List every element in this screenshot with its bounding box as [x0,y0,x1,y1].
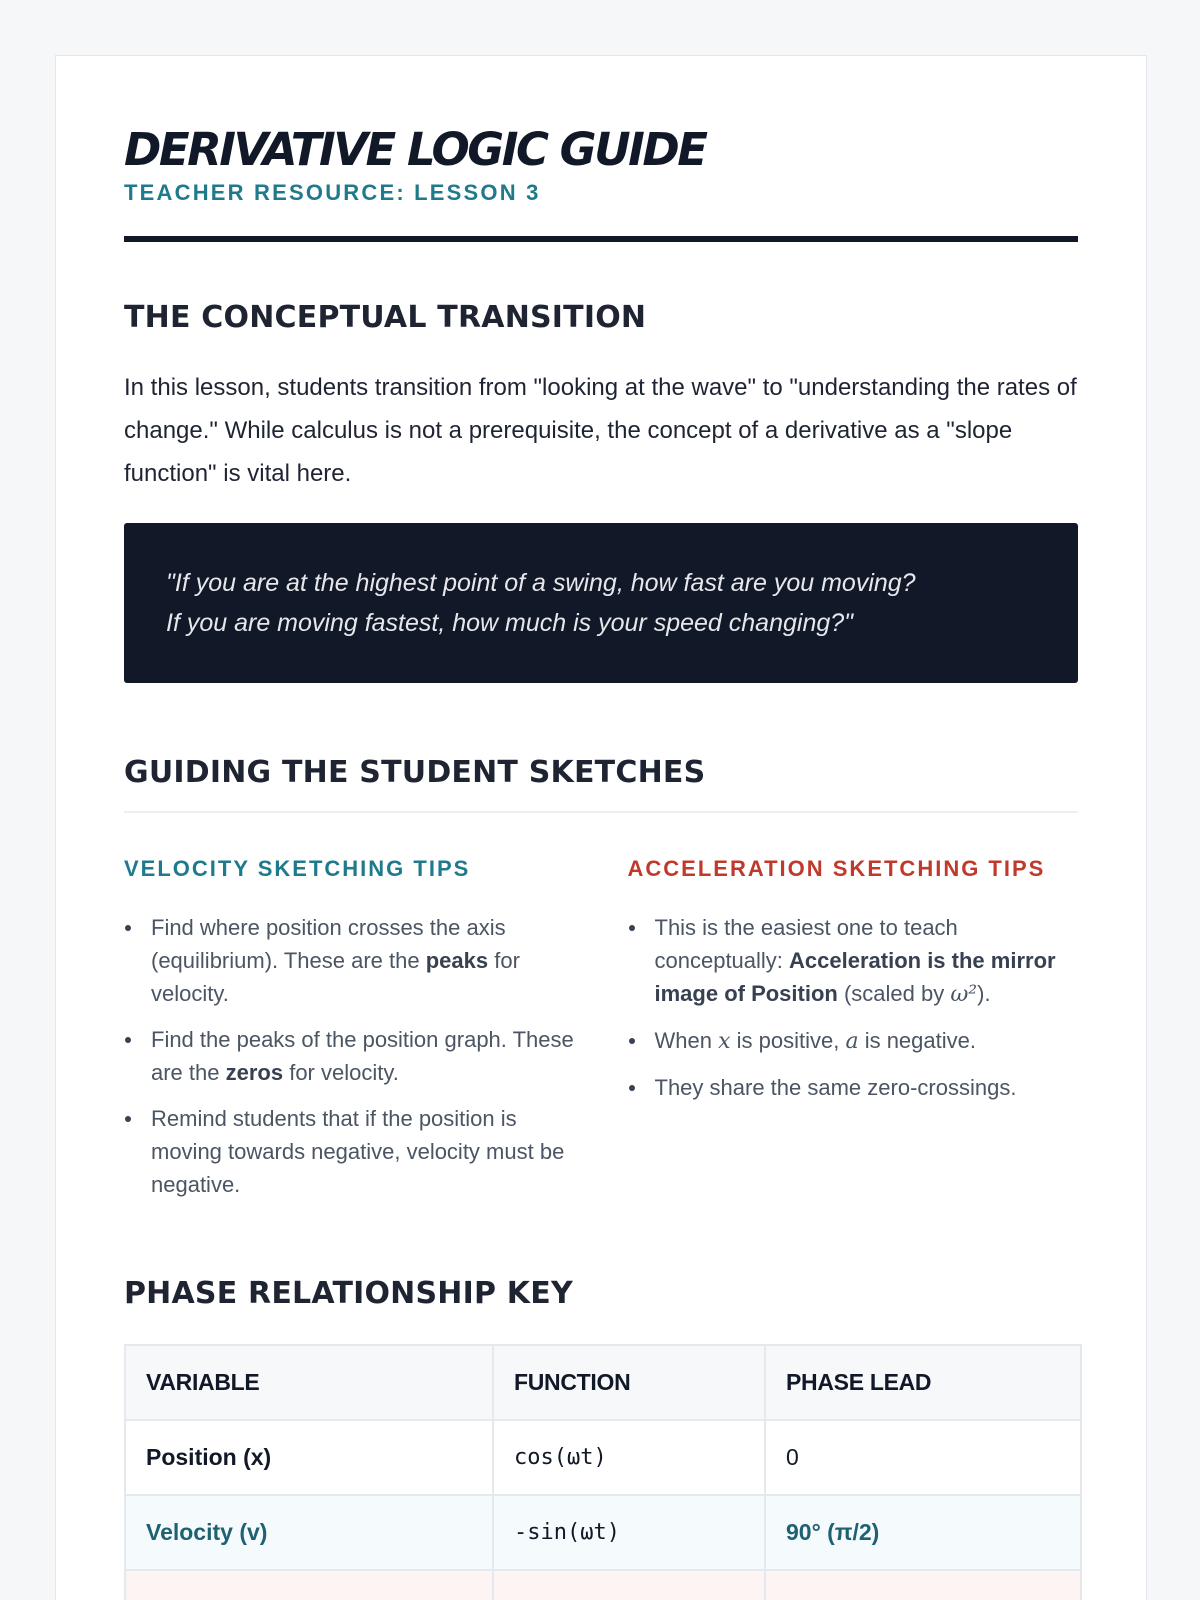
list-item: Remind students that if the position is moving towards negative, velocity must be negative. [124,1102,576,1201]
quote-line-1: "If you are at the highest point of a swing, how fast are you moving? [166,569,916,597]
cell-function: cos(ωt) [493,1420,765,1495]
table-row [125,1495,1081,1570]
list-item: When x is positive, a is negative. [628,1024,1079,1058]
page-subtitle: TEACHER RESOURCE: LESSON 3 [124,180,541,205]
cell-function: -sin(ωt) [493,1495,765,1570]
velocity-tips-list [124,911,576,1201]
table-header-row [125,1345,1081,1420]
section-heading-sketches: GUIDING THE STUDENT SKETCHES [124,755,706,790]
acceleration-tips-list [628,911,1079,1104]
cell-function [493,1570,765,1600]
list-item: Find where position crosses the axis (equilibrium). These are the peaks for velocity. [124,911,576,1010]
column-header-variable: VARIABLE [125,1345,493,1420]
acceleration-tips [628,853,1079,1214]
cell-variable: Position (x) [125,1420,493,1495]
list-item: Find the peaks of the position graph. These are the zeros for velocity. [124,1023,576,1089]
list-item: This is the easiest one to teach conceptually: Acceleration is the mirror image of Position (scaled by ω²). [628,911,1079,1011]
section-heading-phase: PHASE RELATIONSHIP KEY [124,1276,573,1311]
document-page [55,55,1147,1600]
acceleration-tips-title: ACCELERATION SKETCHING TIPS [627,856,1046,881]
cell-lead: 0 [765,1420,1081,1495]
table-row [125,1420,1081,1495]
velocity-tips [124,853,576,1214]
page-title: DERIVATIVE LOGIC GUIDE [124,123,706,176]
column-header-phase-lead: PHASE LEAD [765,1345,1081,1420]
cell-variable: Velocity (v) [125,1495,493,1570]
intro-paragraph: In this lesson, students transition from "looking at the wave" to "understanding the rates of change." While calculus is not a prerequisite, the concept of a derivative as a "slope function" is vital here. [124,374,1077,487]
header-rule [124,236,1078,242]
section-heading-conceptual: THE CONCEPTUAL TRANSITION [124,300,647,335]
quote-line-2: If you are moving fastest, how much is your speed changing?" [166,609,854,637]
cell-lead: 90° (π/2) [765,1495,1081,1570]
cell-variable [125,1570,493,1600]
column-header-function: FUNCTION [493,1345,765,1420]
list-item: They share the same zero-crossings. [628,1071,1079,1104]
table-row [125,1570,1081,1600]
phase-table [124,1344,1082,1600]
section-divider [124,811,1078,813]
cell-lead [765,1570,1081,1600]
velocity-tips-title: VELOCITY SKETCHING TIPS [124,856,471,881]
quote-box [124,523,1078,683]
tips-columns [124,853,1078,1214]
